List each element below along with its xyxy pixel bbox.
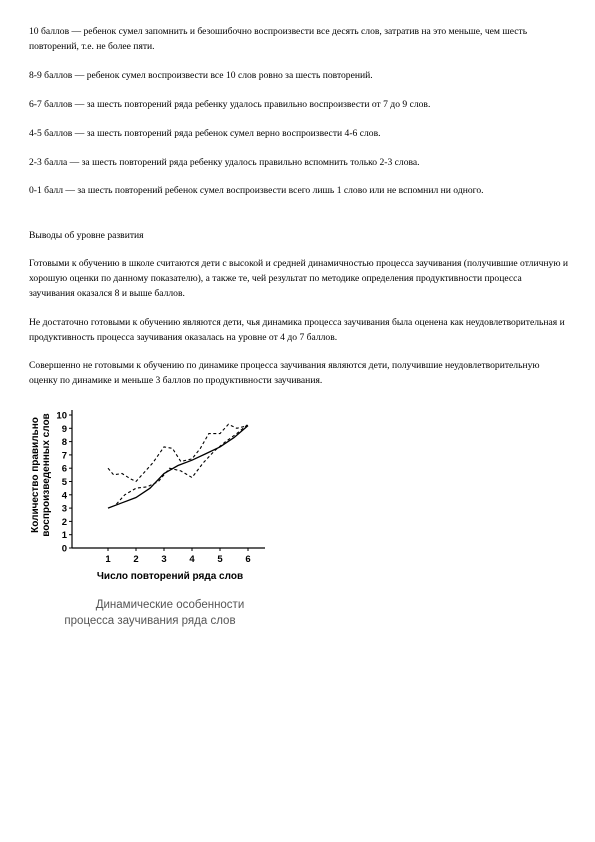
score-0-1-paragraph: 0-1 балл — за шесть повторений ребенок сумел воспроизвести всего лишь 1 слово или не вспомнил ни одного. [29, 185, 484, 196]
y-tick-label: 7 [61, 450, 67, 462]
conclusion-insufficient-paragraph: Не достаточно готовыми к обучению являются дети, чья динамика процесса заучивания была оценена как неудовлетворительная и продуктивность процесса заучивания оказалась на уровне от 4 до 7 баллов. [29, 317, 565, 343]
y-tick-label: 8 [61, 437, 67, 449]
y-tick-label: 0 [61, 543, 67, 555]
y-axis-label-line2: воспроизведенных слов [41, 413, 52, 537]
chart-series [108, 424, 248, 508]
y-tick-label: 4 [61, 490, 67, 502]
conclusion-not-ready-paragraph: Совершенно не готовыми к обучению по динамике процесса заучивания являются дети, получившие неудовлетворительную оценку по динамике и меньше 3 баллов по продуктивности заучивания. [29, 360, 540, 386]
x-tick-label: 6 [245, 554, 251, 565]
y-axis-label-line1: Количество правильно [30, 417, 41, 533]
chart-axes [56, 410, 265, 565]
series-line-1 [108, 426, 248, 509]
y-tick-label: 1 [61, 530, 67, 542]
score-2-3-paragraph: 2-3 балла — за шесть повторений ряда ребенку удалось правильно вспомнить только 2-3 слова. [29, 157, 420, 168]
y-tick-label: 3 [61, 503, 67, 515]
y-tick-label: 10 [56, 410, 67, 422]
conclusion-ready-paragraph: Готовыми к обучению в школе считаются дети с высокой и средней динамичностью процесса заучивания (получившие отличную и хорошую оценки по данному показателю), а также те, чей результат по методике определения продуктивности процесса заучивания оказался 8 и выше баллов. [29, 258, 569, 299]
conclusions-heading: Выводы об уровне развития [29, 230, 144, 241]
x-tick-label: 3 [161, 554, 167, 565]
series-line-2 [108, 424, 248, 481]
y-tick-label: 9 [61, 423, 67, 435]
x-tick-label: 4 [189, 554, 195, 565]
y-tick-label: 6 [61, 463, 67, 475]
score-4-5-paragraph: 4-5 баллов — за шесть повторений ряда ребенок сумел верно воспроизвести 4-6 слов. [29, 128, 381, 139]
score-10-paragraph: 10 баллов — ребенок сумел запомнить и безошибочно воспроизвести все десять слов, затратив на это меньше, чем шесть повторений, т.е. не более пяти. [29, 26, 528, 52]
score-6-7-paragraph: 6-7 баллов — за шесть повторений ряда ребенку удалось правильно воспроизвести от 7 до 9 слов. [29, 99, 431, 110]
x-tick-label: 5 [217, 554, 223, 565]
x-tick-label: 1 [105, 554, 111, 565]
x-tick-label: 2 [133, 554, 139, 565]
y-tick-label: 2 [61, 516, 67, 528]
memorization-dynamics-chart [30, 395, 280, 635]
y-tick-label: 5 [61, 477, 67, 488]
chart-caption-line1: Динамические особенности [95, 599, 245, 611]
score-8-9-paragraph: 8-9 баллов — ребенок сумел воспроизвести все 10 слов ровно за шесть повторений. [29, 70, 373, 81]
x-axis-label: Число повторений ряда слов [96, 571, 244, 582]
chart-caption-line2: процесса заучивания ряда слов [64, 615, 236, 627]
